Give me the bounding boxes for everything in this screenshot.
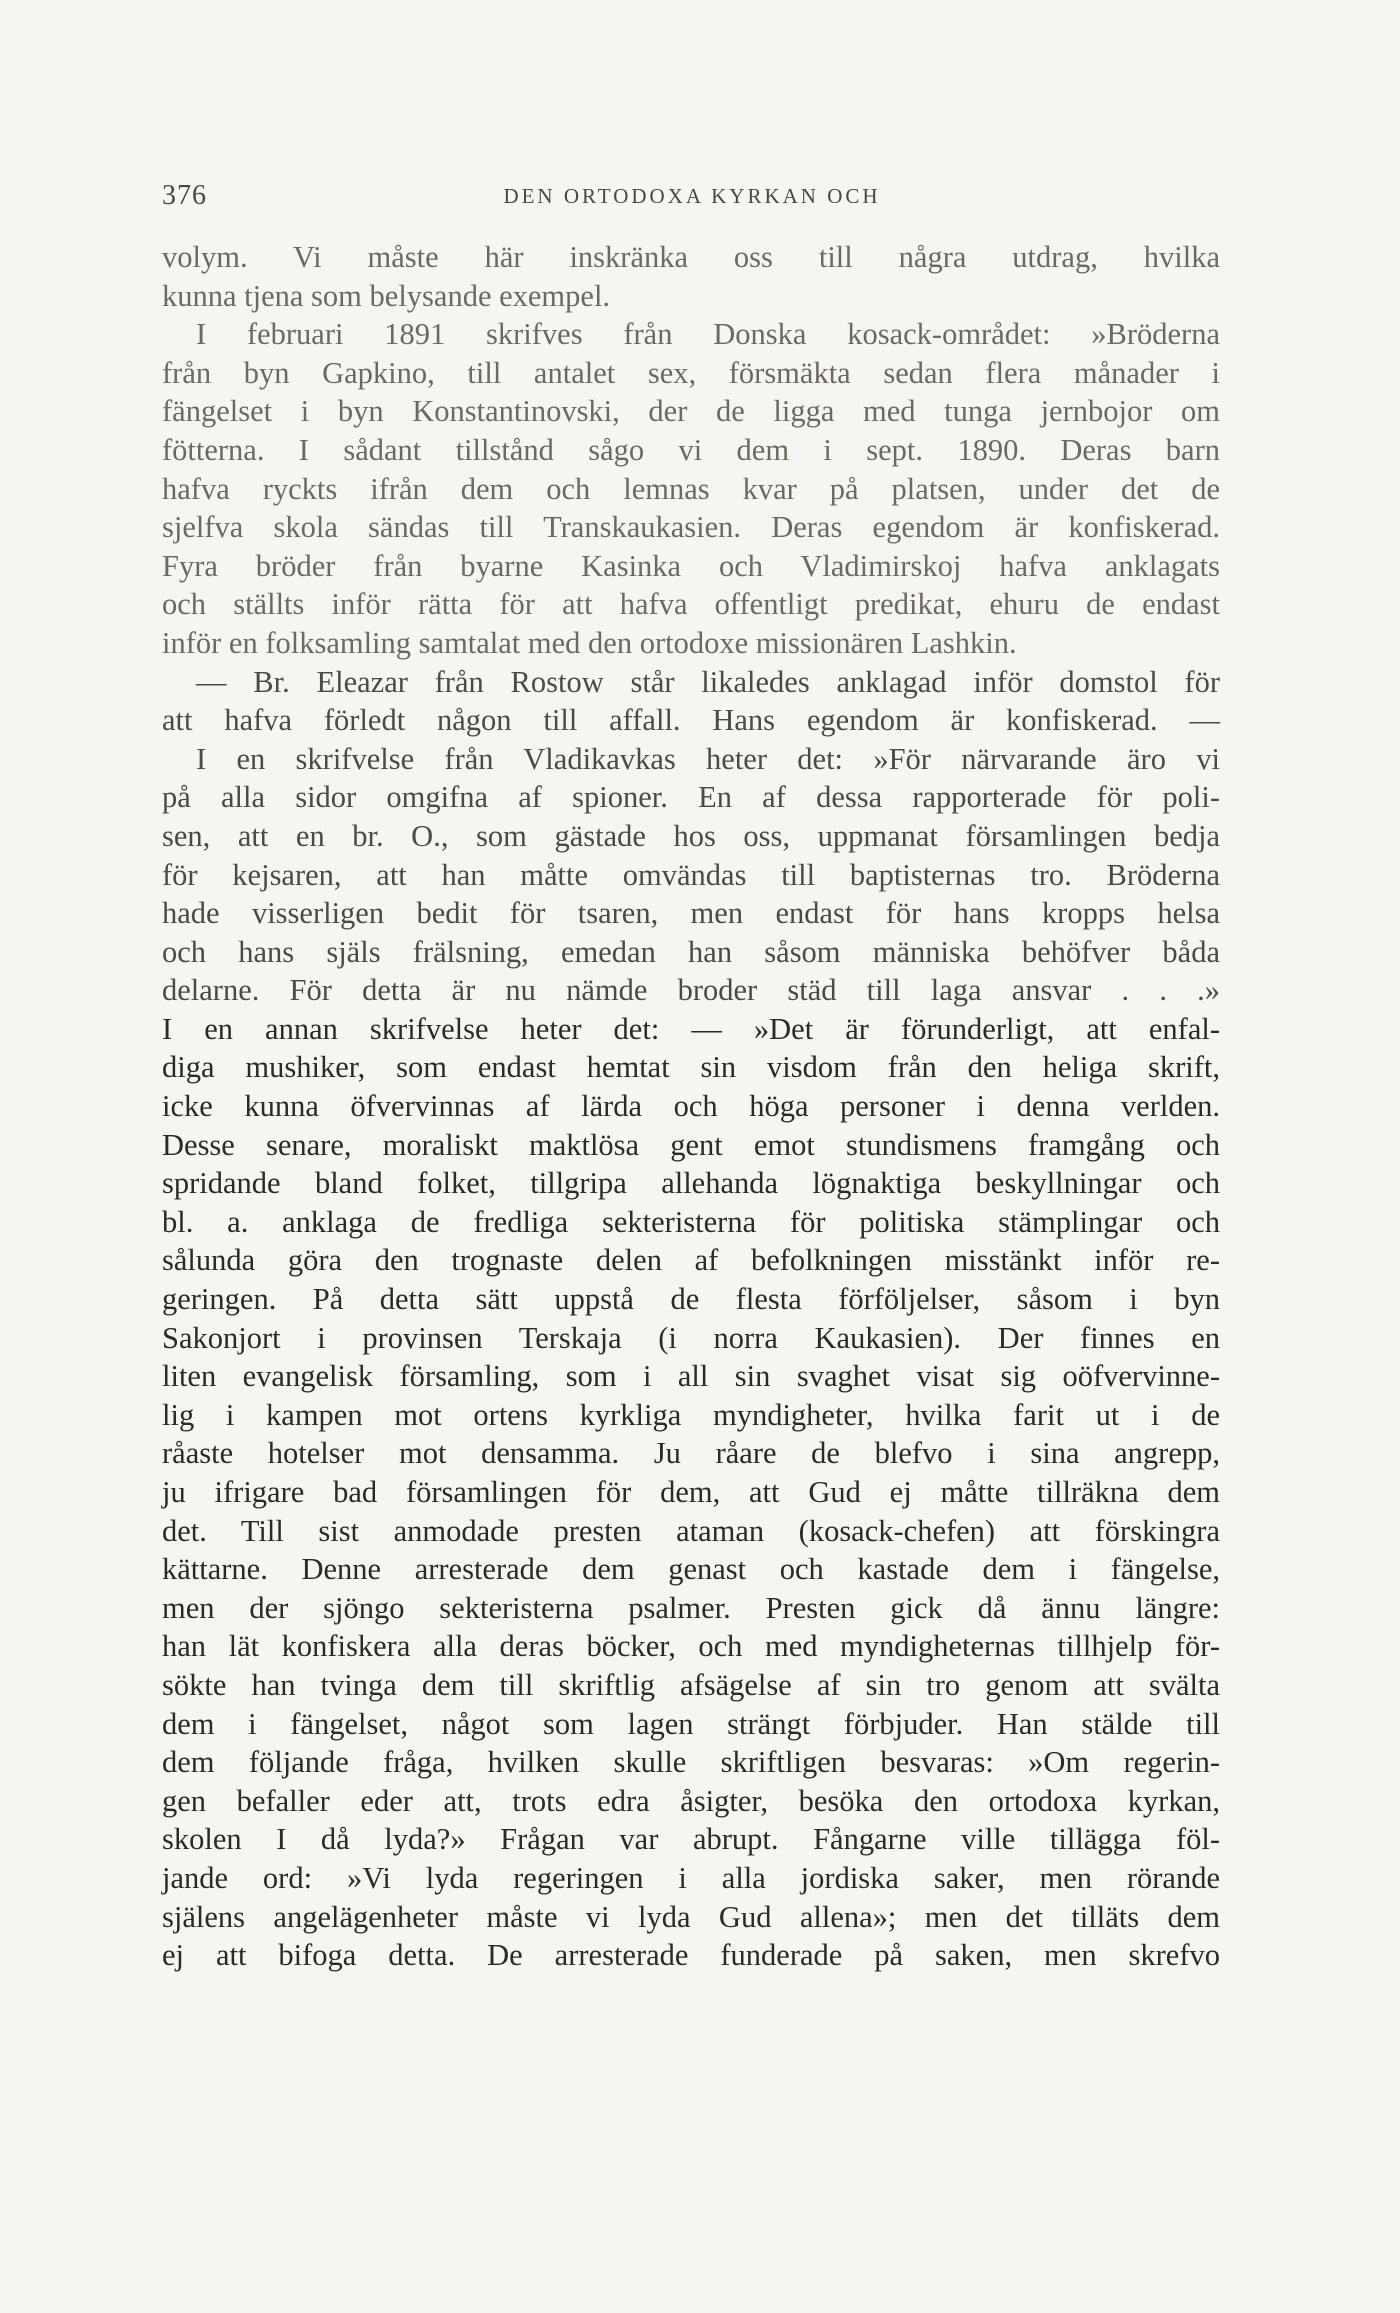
text-line: och hans själs frälsning, emedan han såsom människa behöfver båda bbox=[162, 934, 1220, 969]
text-line: geringen. På detta sätt uppstå de flesta förföljelser, såsom i byn bbox=[162, 1282, 1220, 1317]
text-line: lig i kampen mot ortens kyrkliga myndigheter, hvilka farit ut i de bbox=[162, 1397, 1220, 1432]
body-text bbox=[162, 238, 1220, 1975]
page-number: 376 bbox=[162, 180, 207, 211]
text-line: jande ord: »Vi lyda regeringen i alla jordiska saker, men rörande bbox=[162, 1860, 1220, 1895]
text-line: liten evangelisk församling, som i all sin svaghet visat sig oöfvervinne- bbox=[162, 1359, 1220, 1394]
text-line: han lät konfiskera alla deras böcker, och med myndigheternas tillhjelp för- bbox=[162, 1629, 1220, 1664]
text-line: — Br. Eleazar från Rostow står likaledes anklagad inför domstol för bbox=[196, 664, 1220, 699]
page-header bbox=[162, 180, 1222, 220]
text-line: Fyra bröder från byarne Kasinka och Vladimirskoj hafva anklagats bbox=[162, 548, 1220, 583]
text-line: själens angelägenheter måste vi lyda Gud allena»; men det tilläts dem bbox=[162, 1899, 1220, 1934]
text-line: sökte han tvinga dem till skriftlig afsägelse af sin tro genom att svälta bbox=[162, 1667, 1220, 1702]
text-line: kunna tjena som belysande exempel. bbox=[162, 278, 611, 313]
text-line: kättarne. Denne arresterade dem genast och kastade dem i fängelse, bbox=[162, 1552, 1220, 1587]
text-line: spridande bland folket, tillgripa allehanda lögnaktiga beskyllningar och bbox=[162, 1166, 1220, 1201]
text-line: I en skrifvelse från Vladikavkas heter det: »För närvarande äro vi bbox=[196, 741, 1220, 776]
text-line: men der sjöngo sekteristerna psalmer. Presten gick då ännu längre: bbox=[162, 1590, 1220, 1625]
text-line: delarne. För detta är nu nämde broder städ till laga ansvar . . .» bbox=[162, 973, 1220, 1008]
text-line: hade visserligen bedit för tsaren, men endast för hans kropps helsa bbox=[162, 896, 1220, 931]
text-line: I februari 1891 skrifves från Donska kosack-området: »Bröderna bbox=[196, 317, 1220, 352]
text-line: skolen I då lyda?» Frågan var abrupt. Fångarne ville tillägga föl- bbox=[162, 1822, 1220, 1857]
text-line: I en annan skrifvelse heter det: — »Det är förunderligt, att enfal- bbox=[162, 1011, 1220, 1046]
text-line: ej att bifoga detta. De arresterade funderade på saken, men skrefvo bbox=[162, 1938, 1220, 1973]
text-line: diga mushiker, som endast hemtat sin visdom från den heliga skrift, bbox=[162, 1050, 1220, 1085]
text-line: sen, att en br. O., som gästade hos oss, uppmanat församlingen bedja bbox=[162, 818, 1220, 853]
text-line: Sakonjort i provinsen Terskaja (i norra Kaukasien). Der finnes en bbox=[162, 1320, 1220, 1355]
text-line: fängelset i byn Konstantinovski, der de ligga med tunga jernbojor om bbox=[162, 394, 1220, 429]
text-line: dem följande fråga, hvilken skulle skriftligen besvaras: »Om regerin- bbox=[162, 1745, 1220, 1780]
text-line: och ställts inför rätta för att hafva offentligt predikat, ehuru de endast bbox=[162, 587, 1220, 622]
running-head: DEN ORTODOXA KYRKAN OCH bbox=[503, 184, 881, 208]
text-line: sjelfva skola sändas till Transkaukasien. Deras egendom är konfiskerad. bbox=[162, 510, 1220, 545]
text-line: ju ifrigare bad församlingen för dem, att Gud ej måtte tillräkna dem bbox=[162, 1475, 1220, 1509]
text-line: icke kunna öfvervinnas af lärda och höga personer i denna verlden. bbox=[162, 1089, 1220, 1124]
text-line: inför en folksamling samtalat med den ortodoxe missionären Lashkin. bbox=[162, 625, 1017, 660]
text-line: Desse senare, moraliskt maktlösa gent emot stundismens framgång och bbox=[162, 1127, 1220, 1162]
text-line: råaste hotelser mot densamma. Ju råare de blefvo i sina angrepp, bbox=[162, 1436, 1220, 1471]
text-line: att hafva förledt någon till affall. Hans egendom är konfiskerad. — bbox=[162, 703, 1220, 738]
text-line: sålunda göra den trognaste delen af befolkningen misstänkt inför re- bbox=[162, 1243, 1220, 1278]
text-line: för kejsaren, att han måtte omvändas till baptisternas tro. Bröderna bbox=[162, 857, 1220, 892]
text-line: hafva ryckts ifrån dem och lemnas kvar på platsen, under det de bbox=[162, 471, 1220, 506]
text-line: volym. Vi måste här inskränka oss till några utdrag, hvilka bbox=[162, 240, 1220, 274]
text-line: dem i fängelset, något som lagen strängt förbjuder. Han stälde till bbox=[162, 1706, 1220, 1741]
text-line: bl. a. anklaga de fredliga sekteristerna för politiska stämplingar och bbox=[162, 1204, 1220, 1239]
text-line: fötterna. I sådant tillstånd sågo vi dem i sept. 1890. Deras barn bbox=[162, 432, 1220, 467]
text-line: det. Till sist anmodade presten ataman (kosack-chefen) att förskingra bbox=[162, 1513, 1220, 1548]
text-line: från byn Gapkino, till antalet sex, försmäkta sedan flera månader i bbox=[162, 355, 1220, 390]
text-line: gen befaller eder att, trots edra åsigter, besöka den ortodoxa kyrkan, bbox=[162, 1783, 1220, 1818]
text-line: på alla sidor omgifna af spioner. En af dessa rapporterade för poli- bbox=[162, 780, 1220, 815]
